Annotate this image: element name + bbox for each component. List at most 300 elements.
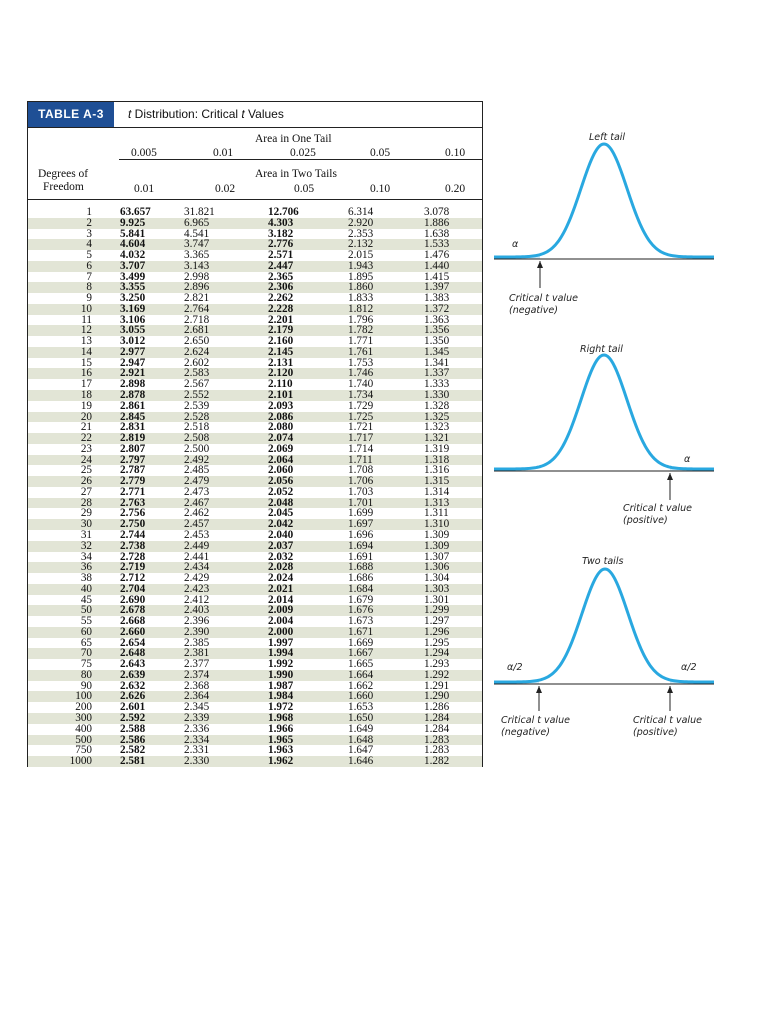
t-0005: 2.763 [100,498,182,509]
t-0005: 2.831 [120,421,146,434]
t-010: 1.383 [424,292,450,305]
t-001: 2.479 [182,476,254,487]
t-0025: 2.262 [268,292,294,305]
t-001: 2.467 [182,498,254,509]
t-005: 1.725 [340,412,416,423]
t-0005: 2.586 [100,735,182,746]
t-0025: 1.997 [268,636,294,649]
t-005: 2.132 [340,239,416,250]
table-row [28,508,482,519]
t-010: 1.314 [424,485,450,498]
t-0005: 3.106 [120,313,146,326]
table-row [28,541,482,552]
table-row [28,702,482,713]
t-001: 2.385 [184,636,210,649]
t-001: 4.541 [184,227,210,240]
t-005: 1.667 [340,648,416,659]
df-cell: 34 [80,550,92,563]
t-010: 1.315 [416,476,482,487]
table-row [28,616,482,627]
df-cell: 10 [28,304,100,315]
t-001: 2.449 [182,541,254,552]
t-010: 1.319 [424,442,450,455]
t-0025: 1.962 [254,756,340,767]
t-0025: 2.131 [268,356,294,369]
t-0005: 3.250 [120,292,146,305]
t-005: 1.650 [340,713,416,724]
header-divider [119,159,482,160]
t-0025: 4.303 [254,218,340,229]
df-cell: 18 [28,390,100,401]
table-row [28,412,482,423]
t-005: 1.649 [348,722,374,735]
t-001: 2.434 [182,562,254,573]
t-001: 2.508 [182,433,254,444]
t-0025: 1.965 [254,735,340,746]
t-0005: 2.601 [120,701,146,714]
t-005: 1.699 [348,507,374,520]
t-001: 2.368 [184,679,210,692]
t-curve [494,144,714,257]
table-title-bar [27,101,483,128]
table-row [28,627,482,638]
df-cell: 31 [80,528,92,541]
t-0025: 2.306 [254,282,340,293]
t-010: 1.307 [424,550,450,563]
table-row [28,433,482,444]
t-0005: 2.704 [100,584,182,595]
t-005: 1.734 [340,390,416,401]
df-cell: 55 [80,615,92,628]
table-row [28,691,482,702]
table-row [28,207,482,218]
table-row [28,498,482,509]
table-row [28,422,482,433]
t-001: 2.336 [184,722,210,735]
t-0005: 2.771 [120,485,146,498]
table-row [28,735,482,746]
df-cell: 1000 [28,756,100,767]
t-0025: 2.042 [254,519,340,530]
table-row [28,368,482,379]
t-001: 2.390 [182,627,254,638]
table-row [28,358,482,369]
df-cell: 75 [80,658,92,671]
t-010: 1.328 [424,399,450,412]
table-row [28,476,482,487]
t-0025: 3.182 [268,227,294,240]
t-010: 1.290 [416,691,482,702]
df-cell: 27 [80,485,92,498]
t-0005: 2.712 [120,572,146,585]
table-row [28,713,482,724]
t-010: 1.310 [416,519,482,530]
t-0025: 2.093 [268,399,294,412]
df-cell: 400 [75,722,92,735]
t-010: 1.337 [416,368,482,379]
t-0005: 2.947 [120,356,146,369]
table-row [28,519,482,530]
t-001: 2.528 [182,412,254,423]
t-010: 1.341 [424,356,450,369]
t-0025: 2.040 [268,528,294,541]
t-001: 2.331 [184,744,210,757]
t-010: 1.397 [416,282,482,293]
t-001: 2.650 [184,335,210,348]
t-0005: 2.845 [100,412,182,423]
left-tail-title: Left tail [589,132,626,143]
table-row [28,724,482,735]
df-cell: 12 [28,325,100,336]
t-001: 2.330 [182,756,254,767]
t-0005: 2.582 [120,744,146,757]
table-row [28,455,482,466]
df-cell: 300 [28,713,100,724]
t-001: 2.374 [182,670,254,681]
t-010: 1.886 [416,218,482,229]
t-005: 1.676 [340,605,416,616]
t-001: 2.567 [184,378,210,391]
t-010: 3.078 [424,206,450,218]
t-010: 1.296 [416,627,482,638]
t-0005: 2.738 [100,541,182,552]
table-row [28,336,482,347]
df-cell: 17 [80,378,92,391]
table-row [28,648,482,659]
table-row [28,250,482,261]
table-row [28,293,482,304]
t-001: 3.747 [182,239,254,250]
two-tails-value: 0.01 [134,183,155,195]
df-cell: 19 [80,399,92,412]
t-010: 1.294 [416,648,482,659]
t-001: 2.492 [182,455,254,466]
t-0005: 2.878 [100,390,182,401]
table-row [28,401,482,412]
t-010: 1.286 [424,701,450,714]
t-0025: 2.086 [254,412,340,423]
one-tail-value: 0.10 [445,147,466,159]
one-tail-label: Area in One Tail [255,133,332,145]
t-005: 1.708 [348,464,374,477]
t-001: 2.998 [184,270,210,283]
df-cell: 25 [80,464,92,477]
t-001: 2.441 [184,550,210,563]
t-0025: 1.994 [254,648,340,659]
t-005: 1.721 [348,421,374,434]
t-0005: 2.626 [100,691,182,702]
t-0025: 1.992 [268,658,294,671]
t-005: 1.679 [348,593,374,606]
t-005: 1.671 [340,627,416,638]
one-tail-value: 0.025 [290,147,316,159]
t-0005: 2.750 [100,519,182,530]
t-0025: 2.064 [254,455,340,466]
t-005: 1.653 [348,701,374,714]
t-010: 1.363 [424,313,450,326]
t-005: 1.664 [340,670,416,681]
t-010: 1.283 [416,735,482,746]
t-0005: 2.756 [120,507,146,520]
df-cell: 30 [28,519,100,530]
table-row [28,218,482,229]
df-cell: 5 [86,249,92,262]
t-0025: 1.963 [268,744,294,757]
table-row [28,659,482,670]
t-0025: 1.972 [268,701,294,714]
table-row [28,605,482,616]
t-001: 2.539 [184,399,210,412]
t-001: 31.821 [184,206,215,218]
t-001: 2.334 [182,735,254,746]
t-001: 2.345 [184,701,210,714]
critical-value-label-left: Critical t value [501,715,570,726]
t-0005: 2.787 [120,464,146,477]
table-row [28,272,482,283]
table-row [28,282,482,293]
df-cell: 80 [28,670,100,681]
df-cell: 500 [28,735,100,746]
t-0025: 2.160 [268,335,294,348]
t-001: 2.412 [184,593,210,606]
t-001: 2.764 [182,304,254,315]
t-010: 1.297 [424,615,450,628]
t-0025: 2.120 [254,368,340,379]
df-cell: 7 [86,270,92,283]
t-005: 1.753 [348,356,374,369]
t-001: 2.518 [184,421,210,434]
t-010: 1.295 [424,636,450,649]
df-cell: 14 [28,347,100,358]
t-010: 1.299 [416,605,482,616]
alpha-label: α [512,239,519,250]
t-010: 1.372 [416,304,482,315]
t-001: 2.583 [182,368,254,379]
table-row [28,552,482,563]
t-005: 1.669 [348,636,374,649]
t-0025: 1.987 [268,679,294,692]
t-001: 2.602 [184,356,210,369]
df-cell: 40 [28,584,100,595]
table-row [28,670,482,681]
t-010: 1.356 [416,325,482,336]
t-0005: 4.032 [120,249,146,262]
alpha-label: α [684,454,691,465]
t-0005: 3.499 [120,270,146,283]
t-010: 1.533 [416,239,482,250]
t-0005: 2.719 [100,562,182,573]
t-001: 2.453 [184,528,210,541]
t-005: 2.353 [348,227,374,240]
table-row [28,681,482,692]
df-cell: 24 [28,455,100,466]
t-010: 1.283 [424,744,450,757]
t-005: 1.833 [348,292,374,305]
t-005: 1.796 [348,313,374,326]
t-0025: 2.045 [268,507,294,520]
t-010: 1.323 [424,421,450,434]
t-0005: 2.648 [100,648,182,659]
t-005: 1.697 [340,519,416,530]
t-0005: 2.581 [100,756,182,767]
t-005: 1.646 [340,756,416,767]
t-001: 2.821 [184,292,210,305]
t-0005: 2.921 [100,368,182,379]
t-001: 2.681 [182,325,254,336]
df-cell: 3 [86,227,92,240]
alpha-half-right: α/2 [681,662,697,673]
t-001: 2.429 [184,572,210,585]
t-010: 1.321 [416,433,482,444]
t-010: 1.330 [416,390,482,401]
df-cell: 16 [28,368,100,379]
t-010: 1.316 [424,464,450,477]
df-cell: 36 [28,562,100,573]
t-0025: 2.000 [254,627,340,638]
table-row [28,239,482,250]
t-001: 2.462 [184,507,210,520]
df-cell: 1 [86,206,92,218]
table-row [28,379,482,390]
df-cell: 9 [86,292,92,305]
t-0025: 2.080 [268,421,294,434]
t-curve [494,355,714,469]
critical-value-label: Critical t value [509,293,578,304]
t-0025: 2.037 [254,541,340,552]
t-0025: 2.009 [254,605,340,616]
t-010: 1.309 [424,528,450,541]
t-005: 1.812 [340,304,416,315]
title-part: Distribution: Critical [131,107,242,121]
table-row [28,347,482,358]
t-001: 2.473 [184,485,210,498]
t-0005: 2.592 [100,713,182,724]
t-005: 1.714 [348,442,374,455]
df-cell: 90 [80,679,92,692]
t-010: 1.293 [424,658,450,671]
df-cell: 13 [80,335,92,348]
df-cell: 32 [28,541,100,552]
t-0005: 3.707 [100,261,182,272]
arrow-head-icon [667,473,673,480]
table-row [28,325,482,336]
t-0005: 2.654 [120,636,146,649]
df-label: Degrees of [38,168,89,180]
two-tails-label: Area in Two Tails [255,168,337,180]
table-body [27,200,483,767]
t-0025: 2.447 [254,261,340,272]
t-010: 1.318 [416,455,482,466]
t-005: 1.729 [348,399,374,412]
arrow-head-icon [536,686,542,693]
t-001: 2.377 [184,658,210,671]
t-005: 1.895 [348,270,374,283]
two-tails-title: Two tails [582,556,624,567]
table-row [28,562,482,573]
t-010: 1.638 [424,227,450,240]
t-001: 2.718 [184,313,210,326]
table-row [28,304,482,315]
t-0005: 3.012 [120,335,146,348]
t-0025: 2.179 [254,325,340,336]
t-0025: 2.028 [254,562,340,573]
t-010: 1.284 [424,722,450,735]
table-row [28,229,482,240]
table-header [27,128,483,200]
title-t-symbol-2: t [241,107,245,121]
table-row [28,444,482,455]
table-row [28,465,482,476]
t-005: 1.686 [348,572,374,585]
df-cell: 26 [28,476,100,487]
two-tails-value: 0.10 [370,183,391,195]
t-001: 2.403 [182,605,254,616]
t-001: 2.381 [182,648,254,659]
t-0025: 2.201 [268,313,294,326]
df-cell: 8 [28,282,100,293]
t-0025: 1.990 [254,670,340,681]
critical-value-label-right: Critical t value [633,715,702,726]
df-cell: 6 [28,261,100,272]
t-005: 1.701 [340,498,416,509]
table-row [28,638,482,649]
t-005: 1.782 [340,325,416,336]
t-0005: 2.779 [100,476,182,487]
t-010: 1.301 [424,593,450,606]
t-005: 1.665 [348,658,374,671]
df-cell: 200 [75,701,92,714]
df-cell: 15 [80,356,92,369]
t-0025: 2.052 [268,485,294,498]
df-cell: 45 [80,593,92,606]
t-0005: 5.841 [120,227,146,240]
t-010: 1.345 [416,347,482,358]
t-005: 1.740 [348,378,374,391]
t-0005: 2.728 [120,550,146,563]
t-0005: 63.657 [120,206,151,218]
t-005: 1.746 [340,368,416,379]
t-0025: 2.021 [254,584,340,595]
critical-value-sign: (negative) [509,305,558,316]
t-distribution-table [27,101,483,767]
table-row [28,315,482,326]
df-cell: 50 [28,605,100,616]
df-cell: 100 [28,691,100,702]
title-t-symbol: t [128,107,132,121]
df-cell: 2 [28,218,100,229]
t-0025: 2.776 [254,239,340,250]
t-0005: 2.898 [120,378,146,391]
t-001: 2.457 [182,519,254,530]
t-001: 2.396 [184,615,210,628]
t-010: 1.313 [416,498,482,509]
two-tails-value: 0.20 [445,183,466,195]
table-row [28,595,482,606]
t-0025: 1.984 [254,691,340,702]
t-010: 1.304 [424,572,450,585]
t-0025: 2.060 [268,464,294,477]
t-0005: 2.678 [100,605,182,616]
t-0005: 4.604 [100,239,182,250]
t-0025: 2.014 [268,593,294,606]
df-cell: 11 [81,313,92,326]
t-005: 1.771 [348,335,374,348]
df-cell: 65 [80,636,92,649]
t-0005: 2.668 [120,615,146,628]
t-005: 1.647 [348,744,374,757]
t-010: 1.325 [416,412,482,423]
one-tail-value: 0.05 [370,147,391,159]
